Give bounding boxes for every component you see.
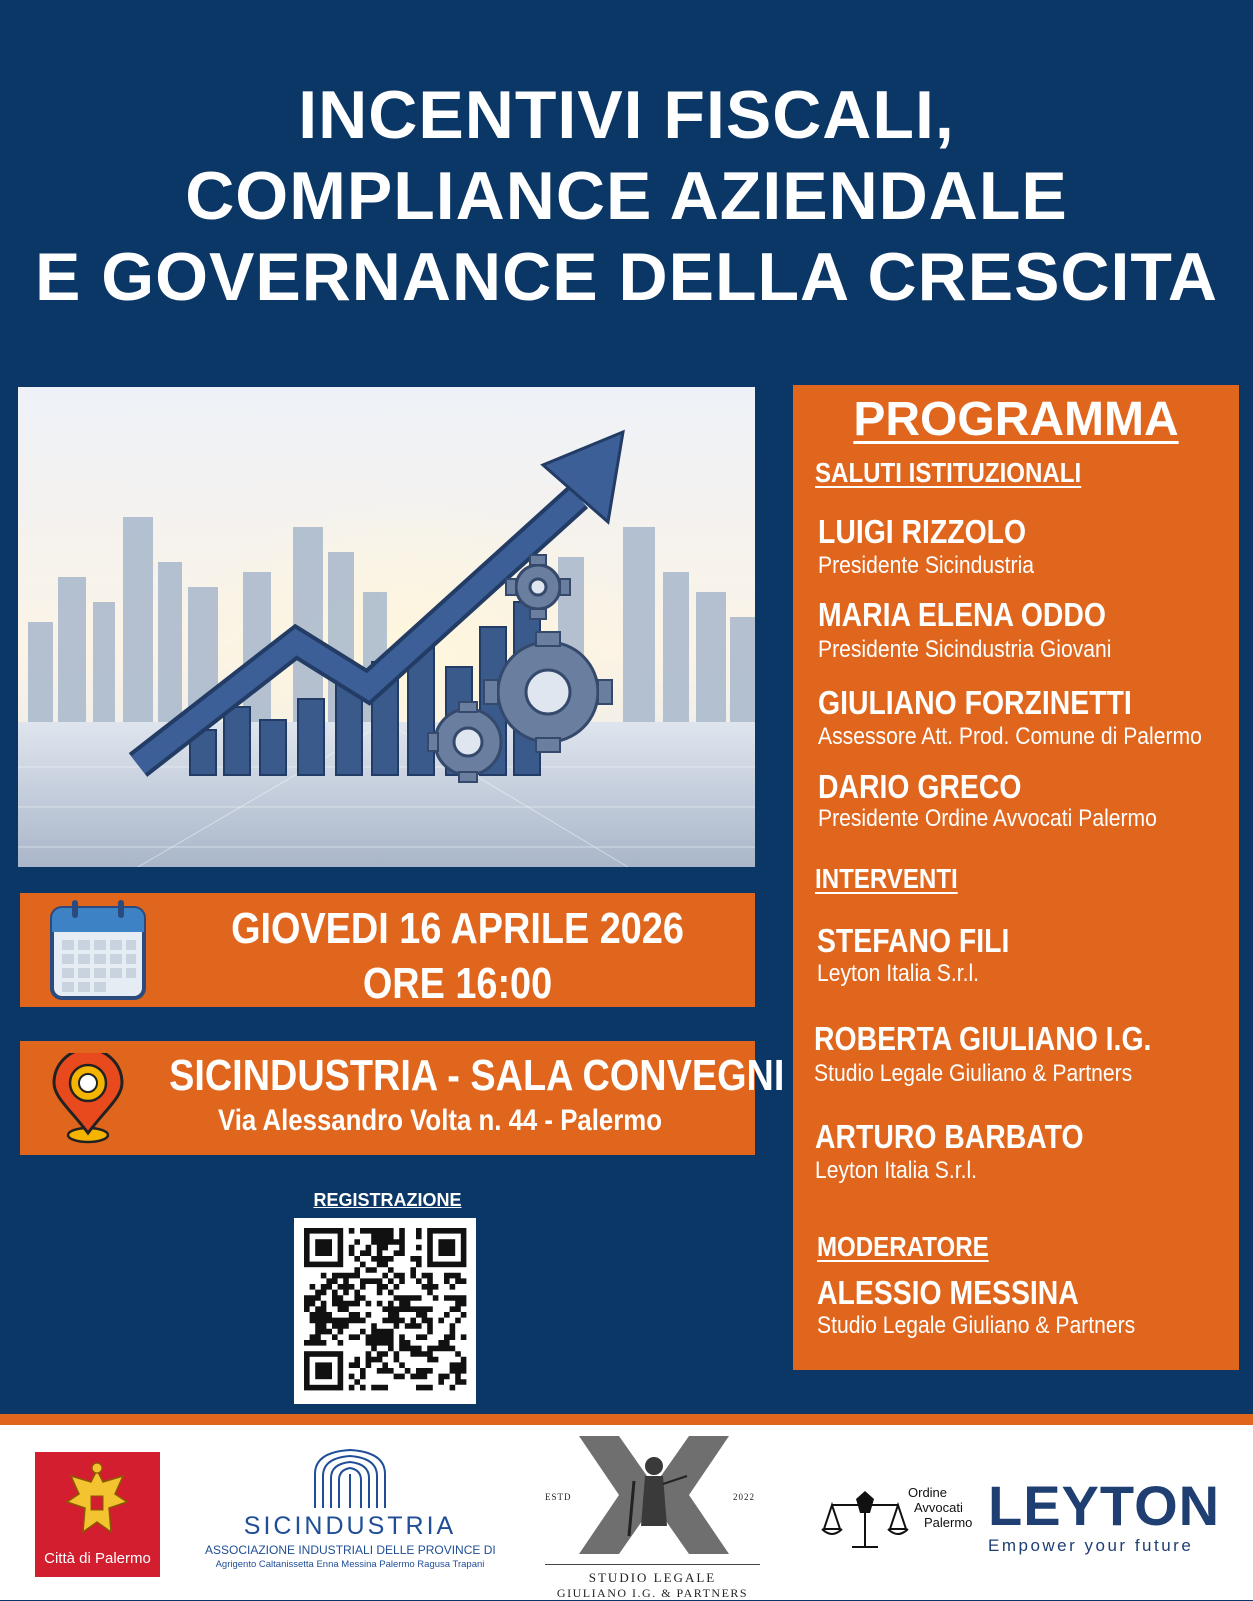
sicindustria-line-1: ASSOCIAZIONE INDUSTRIALI DELLE PROVINCE DI	[205, 1543, 496, 1557]
title-line-3: E GOVERNANCE DELLA CRESCITA	[34, 239, 1219, 315]
leyton-logo	[988, 1474, 1240, 1555]
ordine-text	[908, 1485, 972, 1530]
speaker-name: LUIGI RIZZOLO	[818, 513, 1027, 550]
speaker-role: Leyton Italia S.r.l.	[815, 1157, 978, 1184]
speaker-role: Presidente Sicindustria	[818, 552, 1035, 579]
speaker-name: ROBERTA GIULIANO I.G.	[814, 1020, 1152, 1057]
title-line-1: INCENTIVI FISCALI,	[298, 77, 955, 153]
date-banner	[20, 893, 755, 1007]
speaker-name: MARIA ELENA ODDO	[818, 596, 1107, 633]
venue-banner	[20, 1041, 785, 1155]
speaker-name: STEFANO FILI	[817, 922, 1010, 959]
speaker-role: Assessore Att. Prod. Comune di Palermo	[818, 723, 1202, 750]
studio-year: 2022	[733, 1492, 755, 1502]
citta-di-palermo-logo	[35, 1452, 160, 1577]
speaker-role: Presidente Sicindustria Giovani	[818, 636, 1112, 663]
speaker-name: GIULIANO FORZINETTI	[818, 684, 1132, 721]
studio-legale-logo	[545, 1436, 760, 1600]
footer-divider-orange	[0, 1414, 1253, 1425]
leyton-name: LEYTON	[988, 1474, 1221, 1537]
studio-line-1: STUDIO LEGALE	[588, 1570, 717, 1585]
ordine-line-3: Palermo	[924, 1515, 973, 1530]
speaker-name: ALESSIO MESSINA	[817, 1274, 1079, 1311]
speaker-name: ARTURO BARBATO	[815, 1118, 1084, 1155]
section-heading-moderatore: MODERATORE	[817, 1231, 989, 1262]
venue-address: Via Alessandro Volta n. 44 - Palermo	[217, 1104, 663, 1137]
studio-line-2: GIULIANO I.G. & PARTNERS	[556, 1586, 749, 1600]
calendar-icon	[48, 898, 148, 1002]
event-time: ORE 16:00	[362, 959, 553, 1008]
registration-label: REGISTRAZIONE	[313, 1190, 462, 1210]
speaker-name: DARIO GRECO	[818, 768, 1022, 805]
registration-qr-code[interactable]	[294, 1218, 476, 1404]
venue-name: SICINDUSTRIA - SALA CONVEGNI	[169, 1051, 785, 1100]
section-heading-saluti: SALUTI ISTITUZIONALI	[815, 457, 1082, 488]
sponsor-footer	[0, 1430, 1253, 1600]
studio-estd: ESTD	[545, 1492, 572, 1502]
program-panel	[793, 385, 1239, 1370]
studio-rule	[545, 1564, 760, 1565]
ordine-line-1: Ordine	[908, 1485, 948, 1500]
ordine-line-2: Avvocati	[914, 1500, 963, 1515]
program-title	[793, 390, 1239, 450]
qr-finder-3	[304, 1351, 343, 1390]
speaker-role: Studio Legale Giuliano & Partners	[814, 1060, 1133, 1087]
event-datetime	[202, 901, 714, 1011]
hero-growth-illustration	[18, 387, 755, 867]
bar-4	[298, 699, 324, 775]
scales-icon	[820, 1489, 910, 1549]
qr-finder-2	[427, 1228, 466, 1267]
program-title-text: PROGRAMMA	[853, 393, 1179, 446]
section-heading-interventi: INTERVENTI	[815, 863, 958, 894]
speaker-role: Presidente Ordine Avvocati Palermo	[818, 805, 1157, 832]
qr-finder-1	[304, 1228, 343, 1267]
speaker-role: Studio Legale Giuliano & Partners	[817, 1312, 1136, 1339]
location-pin-icon	[48, 1053, 128, 1145]
speaker-role: Leyton Italia S.r.l.	[817, 960, 980, 987]
title-line-2: COMPLIANCE AZIENDALE	[185, 158, 1068, 234]
sicindustria-logo	[205, 1446, 495, 1596]
bar-3	[260, 720, 286, 775]
ordine-avvocati-logo	[820, 1485, 980, 1555]
lady-justice-icon	[579, 1436, 729, 1554]
qr-code-icon	[294, 1218, 476, 1404]
event-date: GIOVEDI 16 APRILE 2026	[231, 904, 684, 953]
palermo-label: Città di Palermo	[44, 1550, 151, 1567]
sicindustria-name: SICINDUSTRIA	[243, 1512, 457, 1540]
sicindustria-emblem-icon	[305, 1446, 395, 1508]
leyton-tagline: Empower your future	[988, 1536, 1194, 1555]
page-title	[0, 75, 1253, 318]
sicindustria-line-2: Agrigento Caltanissetta Enna Messina Palermo Ragusa Trapani	[215, 1559, 485, 1570]
bar-2	[224, 707, 250, 775]
eagle-crest-icon	[65, 1462, 130, 1542]
